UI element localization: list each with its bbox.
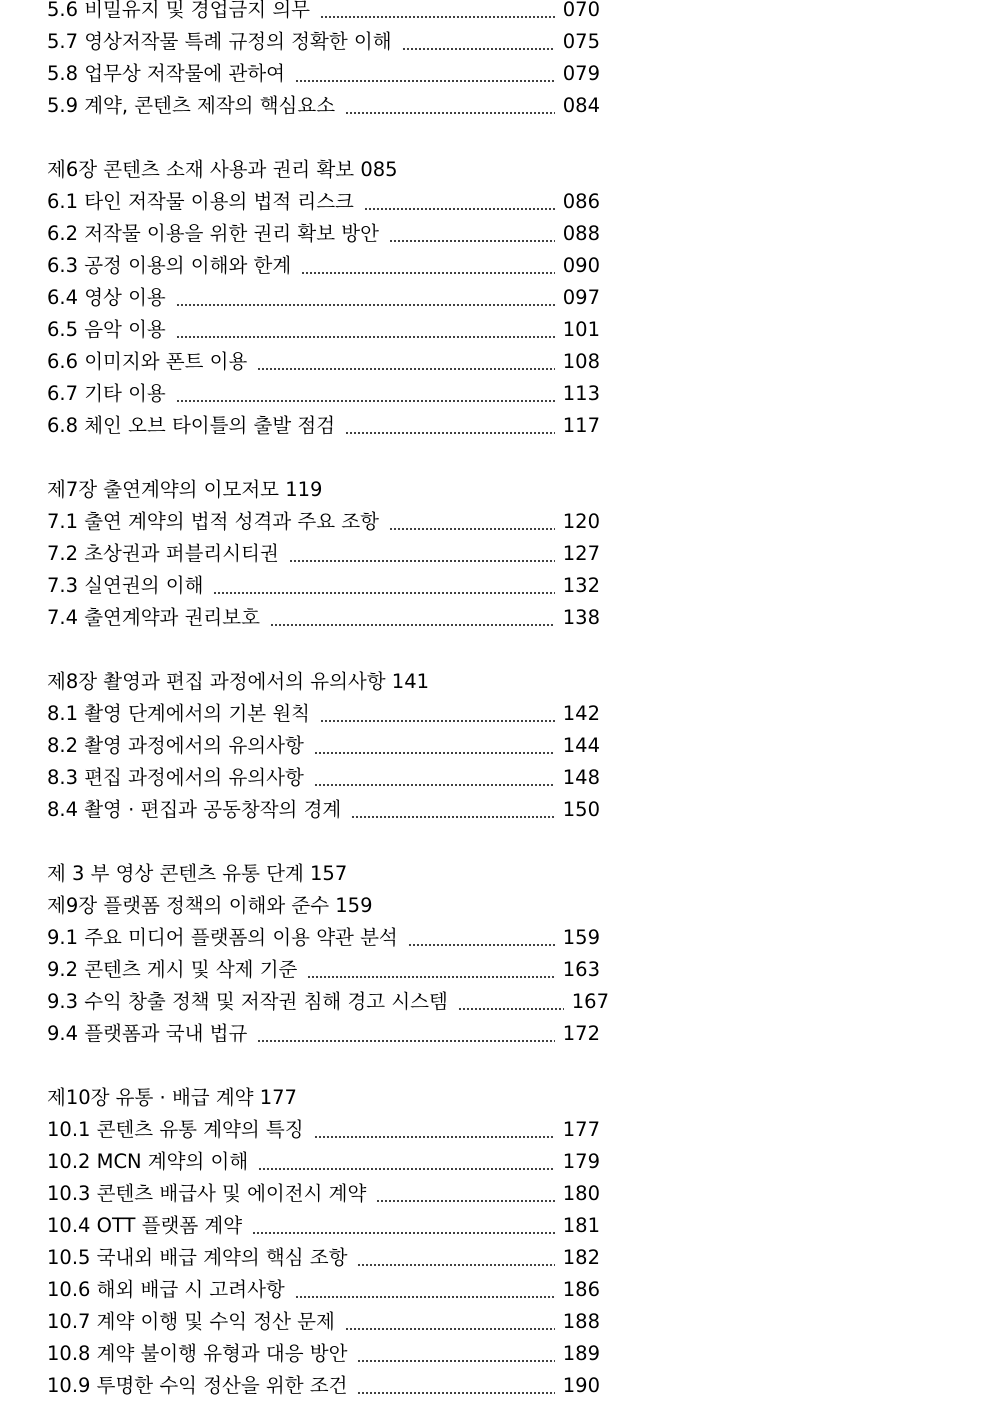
toc-page-number: 159: [562, 926, 600, 949]
toc-page-number: 132: [562, 574, 600, 597]
toc-page-number: 090: [562, 254, 600, 277]
dot-leader: [307, 954, 554, 986]
toc-entry: [47, 218, 600, 250]
toc-entry-label: 6.6 이미지와 폰트 이용: [47, 350, 248, 373]
dot-leader: [257, 1018, 554, 1050]
dot-leader: [176, 282, 555, 314]
toc-entry: [47, 0, 600, 26]
dot-leader: [357, 1242, 554, 1274]
dot-leader: [213, 570, 554, 602]
toc-entry-label: 10.3 콘텐츠 배급사 및 에이전시 계약: [47, 1182, 367, 1205]
dot-leader: [320, 0, 555, 26]
chapter-heading: 제9장 플랫폼 정책의 이해와 준수 159: [47, 894, 373, 917]
dot-leader: [270, 602, 555, 634]
toc-page-number: 088: [562, 222, 600, 245]
toc-entry-label: 9.2 콘텐츠 게시 및 삭제 기준: [47, 958, 298, 981]
chapter-heading: 제10장 유통 · 배급 계약 177: [47, 1086, 297, 1109]
toc-page-number: 180: [562, 1182, 600, 1205]
toc-page-number: 075: [562, 30, 600, 53]
dot-leader: [351, 794, 555, 826]
chapter-heading: 제7장 출연계약의 이모저모 119: [47, 478, 323, 501]
toc-entry: [47, 794, 600, 826]
toc-page-number: 189: [562, 1342, 600, 1365]
dot-leader: [345, 410, 555, 442]
toc-entry: [47, 1274, 600, 1306]
dot-leader: [295, 1274, 555, 1306]
toc-entry: [47, 1370, 600, 1402]
toc-entry-label: 9.1 주요 미디어 플랫폼의 이용 약관 분석: [47, 926, 398, 949]
toc-entry-label: 7.4 출연계약과 권리보호: [47, 606, 260, 629]
toc-entry-label: 10.8 계약 불이행 유형과 대응 방안: [47, 1342, 348, 1365]
toc-entry: [47, 1306, 600, 1338]
toc-page-number: 177: [562, 1118, 600, 1141]
toc-entry: [47, 410, 600, 442]
toc-entry-label: 6.8 체인 오브 타이틀의 출발 점검: [47, 414, 336, 437]
toc-entry: [47, 186, 600, 218]
dot-leader: [314, 1114, 555, 1146]
toc-entry-label: 6.4 영상 이용: [47, 286, 166, 309]
toc-page-number: 188: [562, 1310, 600, 1333]
toc-page-number: 120: [562, 510, 600, 533]
toc-entry: [47, 314, 600, 346]
toc-entry-label: 7.3 실연권의 이해: [47, 574, 204, 597]
toc-page-number: 182: [562, 1246, 600, 1269]
toc-entry: [47, 346, 600, 378]
toc-page-number: 070: [562, 0, 600, 21]
toc-entry: [47, 58, 600, 90]
toc-entry: [47, 954, 600, 986]
toc-entry: [47, 730, 600, 762]
dot-leader: [408, 922, 555, 954]
toc-entry-label: 10.4 OTT 플랫폼 계약: [47, 1214, 243, 1237]
toc-entry-label: 10.9 투명한 수익 정산을 위한 조건: [47, 1374, 348, 1397]
toc-entry: [47, 506, 600, 538]
toc-page-number: 190: [562, 1374, 600, 1397]
toc-entry-label: 8.4 촬영 · 편집과 공동창작의 경계: [47, 798, 342, 821]
toc-page-number: 172: [562, 1022, 600, 1045]
toc-entry-label: 8.2 촬영 과정에서의 유의사항: [47, 734, 304, 757]
dot-leader: [295, 58, 555, 90]
toc-entry: [47, 698, 600, 730]
dot-leader: [176, 314, 555, 346]
toc-entry: [47, 250, 600, 282]
toc-entry: [47, 986, 609, 1018]
toc-entry-label: 10.7 계약 이행 및 수익 정산 문제: [47, 1310, 335, 1333]
toc-page-number: 101: [562, 318, 600, 341]
dot-leader: [257, 346, 554, 378]
toc-entry: [47, 1178, 600, 1210]
toc-entry-label: 5.9 계약, 콘텐츠 제작의 핵심요소: [47, 94, 336, 117]
dot-leader: [314, 730, 555, 762]
toc-entry: [47, 538, 600, 570]
toc-page-number: 150: [562, 798, 600, 821]
dot-leader: [389, 506, 555, 538]
toc-entry: [47, 1146, 600, 1178]
toc-entry: [47, 1242, 600, 1274]
dot-leader: [314, 762, 555, 794]
dot-leader: [389, 218, 555, 250]
toc-entry: [47, 602, 600, 634]
toc-page-number: 179: [562, 1150, 600, 1173]
dot-leader: [258, 1146, 555, 1178]
toc-entry-label: 9.4 플랫폼과 국내 법규: [47, 1022, 248, 1045]
toc-page-number: 127: [562, 542, 600, 565]
dot-leader: [458, 986, 564, 1018]
dot-leader: [301, 250, 555, 282]
dot-leader: [345, 90, 555, 122]
toc-entry-label: 8.3 편집 과정에서의 유의사항: [47, 766, 304, 789]
toc-entry-label: 6.7 기타 이용: [47, 382, 166, 405]
chapter-heading: 제8장 촬영과 편집 과정에서의 유의사항 141: [47, 670, 430, 693]
toc-entry: [47, 90, 600, 122]
toc-page-number: 144: [562, 734, 600, 757]
toc-entry: [47, 922, 600, 954]
toc-entry: [47, 1338, 600, 1370]
toc-entry-label: 6.5 음악 이용: [47, 318, 166, 341]
toc-page-number: 084: [562, 94, 600, 117]
toc-entry: [47, 570, 600, 602]
toc-entry-label: 6.2 저작물 이용을 위한 권리 확보 방안: [47, 222, 379, 245]
toc-entry-label: 5.8 업무상 저작물에 관하여: [47, 62, 285, 85]
toc-entry-label: 10.6 해외 배급 시 고려사항: [47, 1278, 285, 1301]
toc-entry-label: 10.2 MCN 계약의 이해: [47, 1150, 249, 1173]
toc-page-number: 113: [562, 382, 600, 405]
toc-page-number: 142: [562, 702, 600, 725]
toc-entry-label: 7.1 출연 계약의 법적 성격과 주요 조항: [47, 510, 379, 533]
toc-entry: [47, 762, 600, 794]
dot-leader: [376, 1178, 554, 1210]
toc-page-number: 108: [562, 350, 600, 373]
toc-entry: [47, 26, 600, 58]
toc-entry-label: 10.1 콘텐츠 유통 계약의 특징: [47, 1118, 304, 1141]
dot-leader: [364, 186, 555, 218]
toc-page-number: 181: [562, 1214, 600, 1237]
toc-entry-label: 6.3 공정 이용의 이해와 한계: [47, 254, 292, 277]
toc-entry-label: 7.2 초상권과 퍼블리시티권: [47, 542, 279, 565]
toc-entry-label: 9.3 수익 창출 정책 및 저작권 침해 경고 시스템: [47, 990, 448, 1013]
dot-leader: [289, 538, 555, 570]
dot-leader: [252, 1210, 555, 1242]
toc-page-number: 138: [562, 606, 600, 629]
toc-page-number: 167: [571, 990, 609, 1013]
toc-entry-label: 10.5 국내외 배급 계약의 핵심 조항: [47, 1246, 348, 1269]
toc-page-number: 148: [562, 766, 600, 789]
toc-entry: [47, 1210, 600, 1242]
toc-entry-label: 5.7 영상저작물 특례 규정의 정확한 이해: [47, 30, 392, 53]
toc-page-number: 186: [562, 1278, 600, 1301]
toc-entry: [47, 1114, 600, 1146]
toc-entry-label: 5.6 비밀유지 및 경업금지 의무: [47, 0, 311, 21]
dot-leader: [320, 698, 555, 730]
toc-page-number: 117: [562, 414, 600, 437]
chapter-heading: 제6장 콘텐츠 소재 사용과 권리 확보 085: [47, 158, 398, 181]
dot-leader: [176, 378, 555, 410]
toc-entry: [47, 378, 600, 410]
dot-leader: [357, 1338, 554, 1370]
toc-page-number: 086: [562, 190, 600, 213]
dot-leader: [345, 1306, 555, 1338]
toc-entry: [47, 282, 600, 314]
toc-entry-label: 8.1 촬영 단계에서의 기본 원칙: [47, 702, 311, 725]
toc-page-number: 097: [562, 286, 600, 309]
toc-page-number: 079: [562, 62, 600, 85]
dot-leader: [402, 26, 555, 58]
part-heading: 제 3 부 영상 콘텐츠 유통 단계 157: [47, 862, 348, 885]
dot-leader: [357, 1370, 554, 1402]
toc-page-number: 163: [562, 958, 600, 981]
toc-entry-label: 6.1 타인 저작물 이용의 법적 리스크: [47, 190, 354, 213]
toc-entry: [47, 1018, 600, 1050]
